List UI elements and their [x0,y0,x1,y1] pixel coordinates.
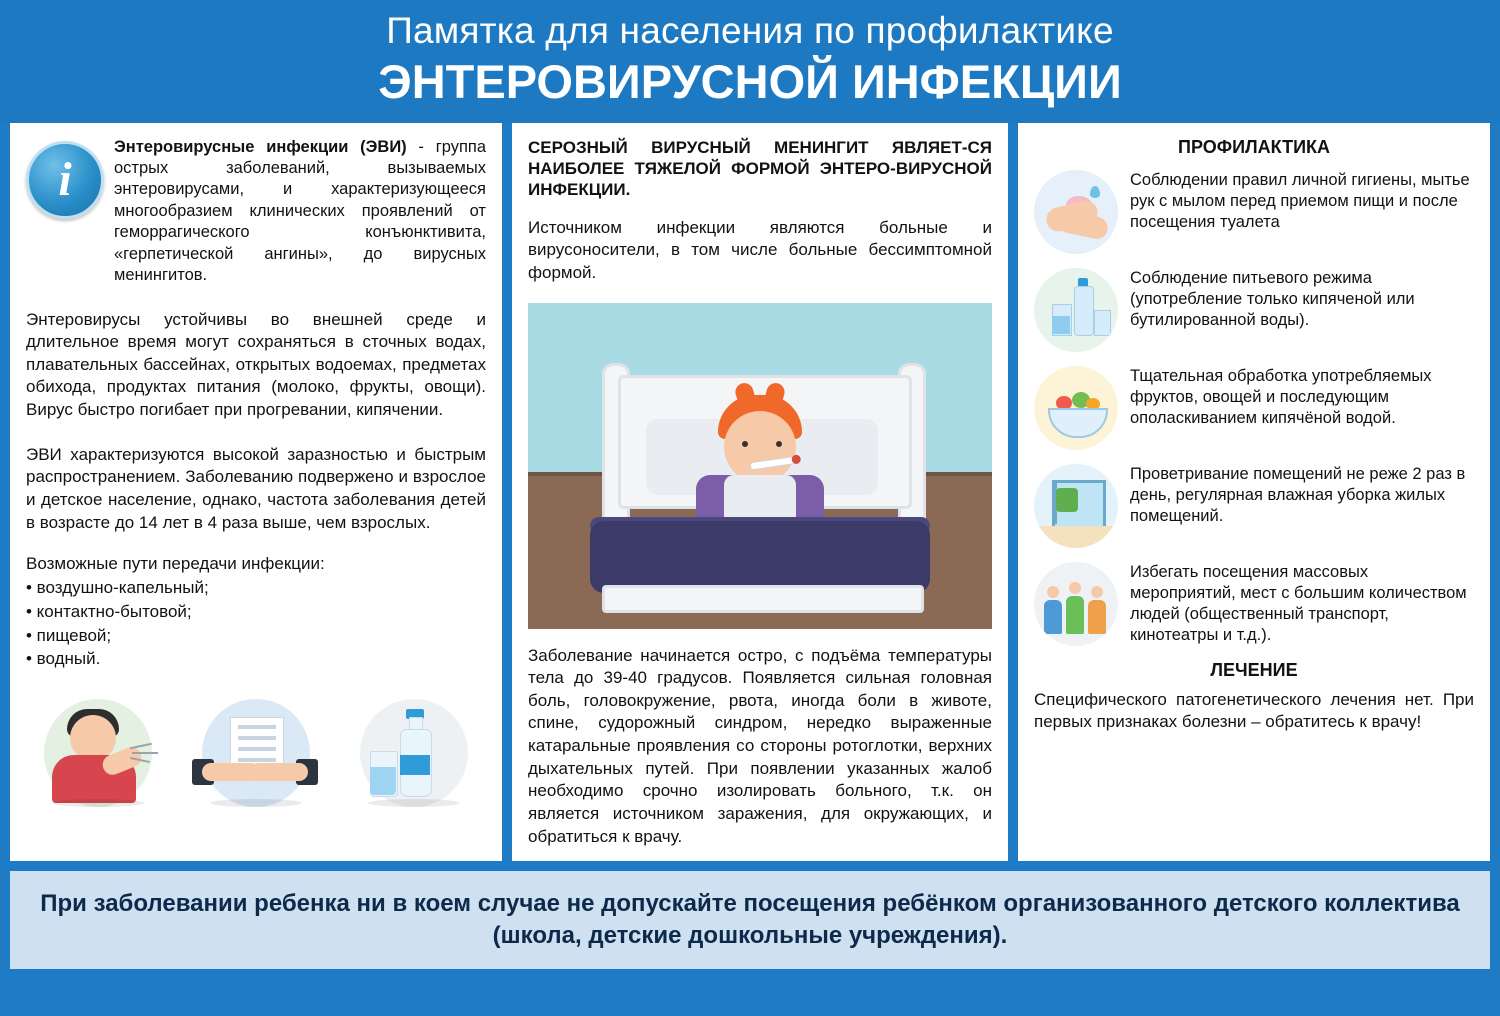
route-item: • пищевой; [26,625,112,645]
transmission-routes [26,552,486,671]
water-bottle-glass-icon [1034,268,1118,352]
prevention-item-text: Проветривание помещений не реже 2 раз в день, регулярная влажная уборка жилых помещений. [1130,464,1466,525]
content-columns [0,123,1500,861]
prevention-item-text: Соблюдение питьевого режима (употребление только кипяченой или бутилированной воды). [1130,268,1415,329]
poster-header [0,0,1500,123]
routes-title: Возможные пути передачи инфекции: [26,554,325,574]
prevention-item [1034,562,1474,646]
route-item: • водный. [26,649,101,669]
left-illustration-row [26,693,486,811]
prevention-item-text: Избегать посещения массовых мероприятий, мест с большим количеством людей (общественный транспорт, кинотеатры и т.д.). [1130,562,1467,644]
left-paragraph-2: ЭВИ характеризуются высокой заразностью и быстрым распространением. Заболеванию подвержено и взрослое и детское население, однако, частота заболевания детей в возрасте до 14 лет в 4 раза выше, чем взрослых. [26,444,486,532]
crowd-people-icon [1034,562,1118,646]
prevention-item [1034,170,1474,254]
info-icon: i [26,141,104,219]
header-title: ЭНТЕРОВИРУСНОЙ ИНФЕКЦИИ [378,54,1122,108]
treatment-title: ЛЕЧЕНИЕ [1210,660,1298,681]
handshake-icon [184,693,328,811]
middle-paragraph-1: Источником инфекции являются больные и вирусоносители, в том числе больные бессимптомной формой. [528,217,992,283]
prevention-item [1034,464,1474,548]
prevention-item-text: Соблюдении правил личной гигиены, мытье рук с мылом перед приемом пищи и после посещения туалета [1130,170,1470,231]
open-window-icon [1034,464,1118,548]
route-item: • воздушно-капельный; [26,577,209,597]
intro-block [26,137,486,287]
prevention-item [1034,366,1474,450]
footer-warning-text: При заболевании ребенка ни в коем случае не допускайте посещения ребёнком организованного детского коллектива (школа, детские дошкольные учреждения). [40,890,1460,949]
prevention-item-text: Тщательная обработка употребляемых фруктов, овощей и последующим ополаскиванием кипячёной водой. [1130,366,1432,427]
left-column [10,123,502,861]
poster-footer [10,871,1490,969]
route-item: • контактно-бытовой; [26,601,192,621]
middle-column [512,123,1008,861]
left-paragraph-1: Энтеровирусы устойчивы во внешней среде и длительное время могут сохраняться в сточных водах, плавательных бассейнах, открытых водоемах, предметах обихода, продуктах питания (молоко, фрукты, овощи). Вирус быстро погибает при прогревании, кипячении. [26,309,486,420]
prevention-title: ПРОФИЛАКТИКА [1178,136,1330,157]
water-bottle-icon [342,693,486,811]
sick-child-in-bed-illustration [528,303,992,629]
meningitis-title: СЕРОЗНЫЙ ВИРУСНЫЙ МЕНИНГИТ ЯВЛЯЕТ-СЯ НАИБОЛЕЕ ТЯЖЕЛОЙ ФОРМОЙ ЭНТЕРО-ВИРУСНОЙ ИНФЕКЦИИ. [528,137,992,200]
prevention-item [1034,268,1474,352]
treatment-text: Специфического патогенетического лечения нет. При первых признаках болезни – обратитесь к врачу! [1034,690,1474,732]
middle-paragraph-2: Заболевание начинается остро, с подъёма температуры тела до 39-40 градусов. Появляется сильная головная боль, головокружение, рвота, иногда боли в животе, спине, судорожный синдром, нередко выраженные катаральные проявления со стороны ротоглотки, верхних дыхательных путей. При появлении указанных жалоб необходимо срочно изолировать больного, т.к. он является источником заражения, для окружающих, и обратиться к врачу. [528,645,992,846]
right-column [1018,123,1490,861]
header-subtitle: Памятка для населения по профилактике [386,10,1114,51]
hand-washing-icon [1034,170,1118,254]
intro-bold-lead: Энтеровирусные инфекции (ЭВИ) [114,137,407,156]
vegetables-bowl-icon [1034,366,1118,450]
intro-paragraph [114,137,486,287]
coughing-person-icon [26,693,170,811]
intro-rest-text: - группа острых заболеваний, вызываемых энтеровирусами, и характеризующееся многообразием клинических проявлений от геморрагического конъюнктивита, «герпетической ангины», до вирусных менингитов. [114,137,486,285]
